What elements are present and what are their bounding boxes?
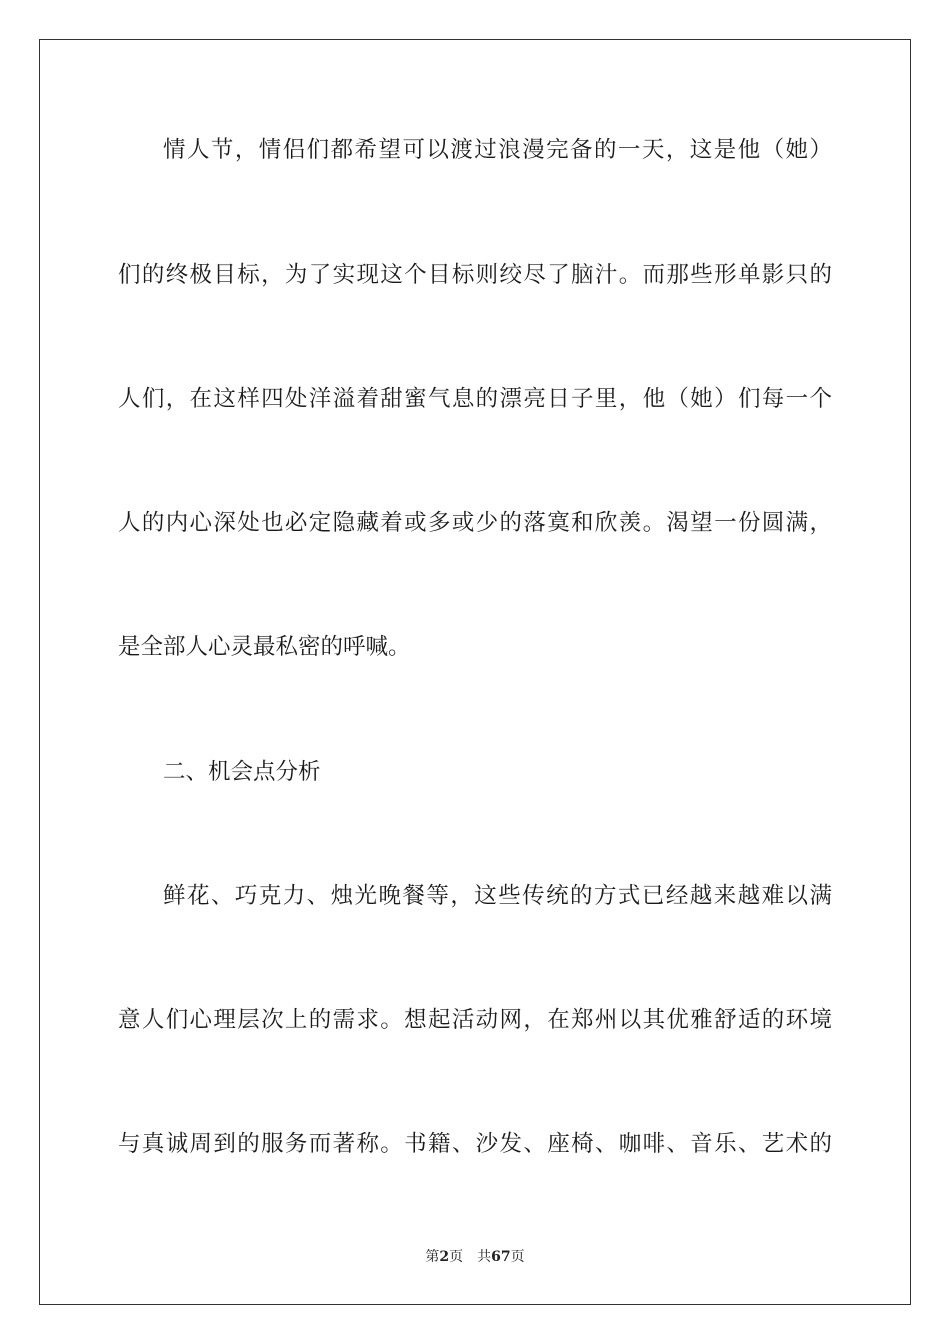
paragraph-2-line-3: 与真诚周到的服务而著称。书籍、沙发、座椅、咖啡、音乐、艺术的 bbox=[118, 1131, 832, 1157]
footer-total-prefix: 共 bbox=[477, 1249, 492, 1265]
paragraph-1-line-5: 是全部人心灵最私密的呼喊。 bbox=[118, 634, 411, 660]
paragraph-1-line-4: 人的内心深处也必定隐藏着或多或少的落寞和欣羡。渴望一份圆满， bbox=[118, 510, 832, 536]
footer-total-pages: 67 bbox=[491, 1249, 511, 1265]
footer-page-prefix: 第 bbox=[425, 1249, 440, 1265]
page-border bbox=[39, 39, 911, 1305]
footer-page-suffix: 页 bbox=[449, 1249, 464, 1265]
paragraph-2-line-2: 意人们心理层次上的需求。想起活动网，在郑州以其优雅舒适的环境 bbox=[118, 1007, 832, 1033]
paragraph-1-line-2: 们的终极目标，为了实现这个目标则绞尽了脑汁。而那些形单影只的 bbox=[118, 262, 832, 288]
footer-total-suffix: 页 bbox=[510, 1249, 525, 1265]
paragraph-1-line-3: 人们，在这样四处洋溢着甜蜜气息的漂亮日子里，他（她）们每一个 bbox=[118, 386, 832, 412]
paragraph-1-line-1: 情人节，情侣们都希望可以渡过浪漫完备的一天，这是他（她） bbox=[163, 137, 832, 163]
paragraph-2-line-1: 鲜花、巧克力、烛光晚餐等，这些传统的方式已经越来越难以满 bbox=[163, 883, 832, 909]
page-footer bbox=[0, 1248, 950, 1266]
section-heading: 二、机会点分析 bbox=[163, 759, 321, 785]
footer-page-number: 2 bbox=[439, 1249, 450, 1265]
